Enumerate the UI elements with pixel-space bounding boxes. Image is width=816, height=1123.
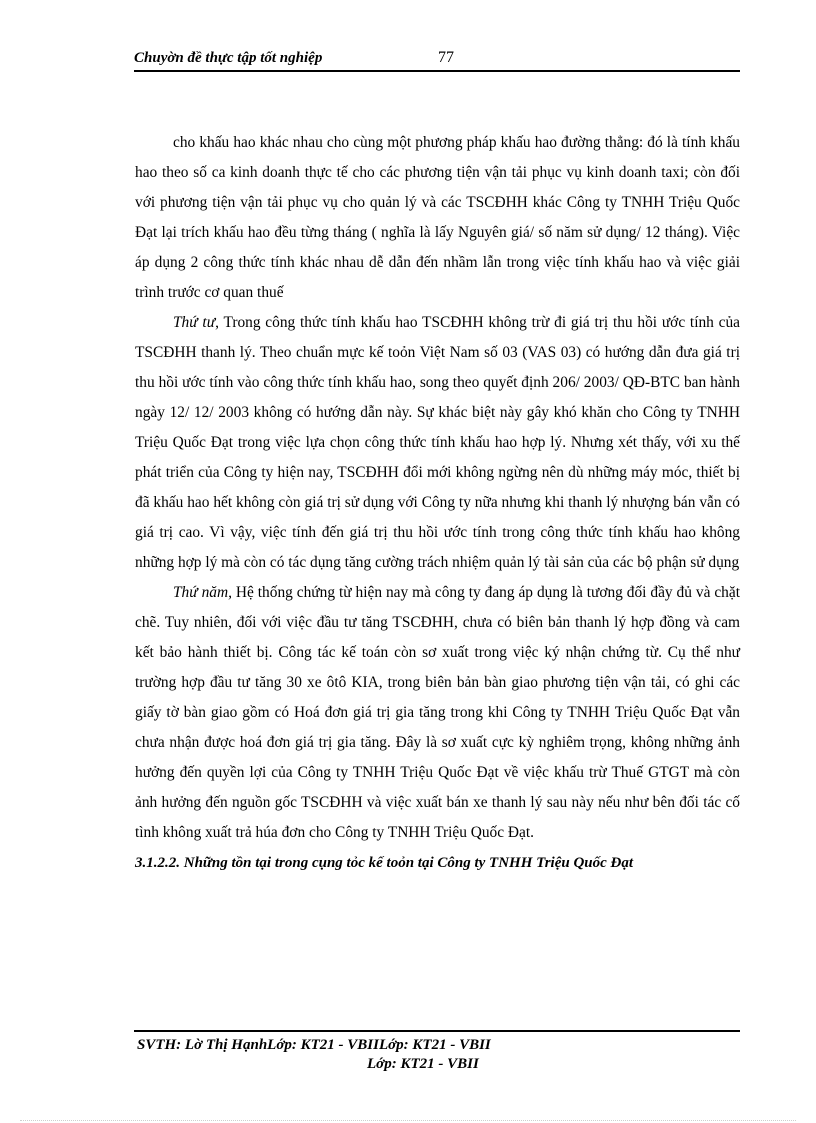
paragraph-2-lead: Thứ tư — [173, 314, 216, 331]
paragraph-3 — [135, 578, 740, 848]
document-body — [135, 128, 740, 878]
footer-author: SVTH: Lờ Thị HạnhLớp: KT21 - VBIILớp: KT21 - VBII — [137, 1037, 491, 1053]
paragraph-2-text: , Trong công thức tính khấu hao TSCĐHH không trừ đi giá trị thu hồi ước tính của TSCĐHH thanh lý. Theo chuẩn mực kế toỏn Việt Nam số 03 (VAS 03) có hướng dẫn đưa giá trị thu hồi ước tính vào công thức tính khấu hao, song theo quyết định 206/ 2003/ QĐ-BTC ban hành ngày 12/ 12/ 2003 không có hướng dẫn này. Sự khác biệt này gây khó khăn cho Công ty TNHH Triệu Quốc Đạt trong việc lựa chọn công thức tính khấu hao hợp lý. Nhưng xét thấy, với xu thế phát triển của Công ty hiện nay, TSCĐHH đổi mới không ngừng nên dù những máy móc, thiết bị đã khấu hao hết không còn giá trị sử dụng với Công ty nữa nhưng khi thanh lý nhượng bán vẫn có giá trị cao. Vì vậy, việc tính đến giá trị thu hồi ước tính trong công thức tính khấu hao không những hợp lý mà còn có tác dụng tăng cường trách nhiệm quản lý tài sản của các bộ phận sử dụng — [135, 314, 740, 571]
footer-class: Lớp: KT21 - VBII — [367, 1056, 479, 1072]
header-title: Chuyờn đề thực tập tốt nghiệp — [134, 50, 323, 66]
section-heading: 3.1.2.2. Những tồn tại trong cụng tỏc kế toỏn tại Công ty TNHH Triệu Quốc Đạt — [135, 855, 634, 871]
page-edge-divider — [20, 1120, 796, 1121]
paragraph-3-lead: Thứ năm, — [173, 584, 232, 601]
page-number: 77 — [438, 49, 454, 66]
page-header — [134, 48, 740, 72]
paragraph-1 — [135, 128, 740, 308]
paragraph-2 — [135, 308, 740, 578]
paragraph-1-text: cho khấu hao khác nhau cho cùng một phương pháp khấu hao đường thẳng: đó là tính khấu hao theo số ca kinh doanh thực tế cho các phương tiện vận tải phục vụ kinh doanh taxi; còn đối với phương tiện vận tải phục vụ cho quản lý và các TSCĐHH khác Công ty TNHH Triệu Quốc Đạt lại trích khấu hao đều từng tháng ( nghĩa là lấy Nguyên giá/ số năm sử dụng/ 12 tháng). Việc áp dụng 2 công thức tính khác nhau dễ dẫn đến nhầm lẫn trong việc tính khấu hao và việc giải trình trước cơ quan thuế — [135, 134, 740, 301]
footer-divider — [134, 1030, 740, 1032]
paragraph-3-text: Hệ thống chứng từ hiện nay mà công ty đang áp dụng là tương đối đầy đủ và chặt chẽ. Tuy nhiên, đối với việc đầu tư tăng TSCĐHH, chưa có biên bản thanh lý hợp đồng và cam kết bảo hành thiết bị. Công tác kế toán còn sơ xuất trong việc ký nhận chứng từ. Cụ thể như trường hợp đầu tư tăng 30 xe ôtô KIA, trong biên bản bàn giao phương tiện vận tải, có ghi các giấy tờ bàn giao gồm có Hoá đơn giá trị gia tăng trong khi Công ty TNHH Triệu Quốc Đạt vẫn chưa nhận được hoá đơn giá trị gia tăng. Đây là sơ xuất cực kỳ nghiêm trọng, không những ảnh hưởng đến quyền lợi của Công ty TNHH Triệu Quốc Đạt về việc khấu trừ Thuế GTGT mà còn ảnh hưởng đến nguồn gốc TSCĐHH và việc xuất bán xe thanh lý sau này nếu như bên đối tác cố tình không xuất trả húa đơn cho Công ty TNHH Triệu Quốc Đạt. — [135, 584, 740, 841]
